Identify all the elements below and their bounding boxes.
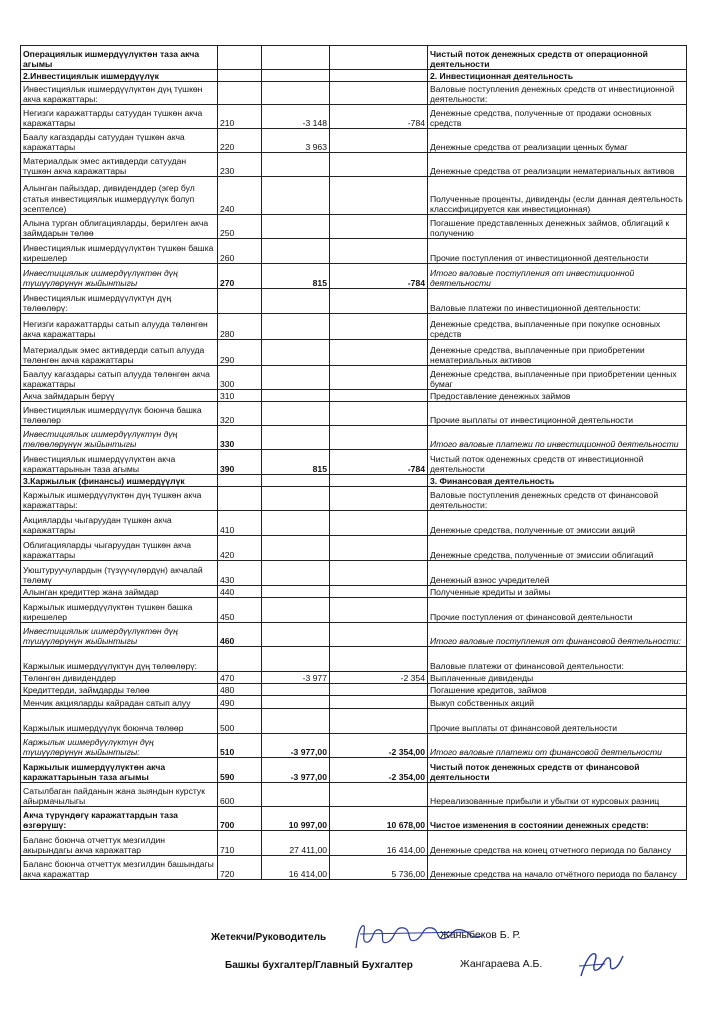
row-label-kg: Инвестициялык ишмердүүлүктүн дүң төлөөлөрү: [21, 289, 218, 314]
row-label-ru: Денежные средства, полученные от эмиссии акций [428, 511, 687, 536]
value-previous [330, 783, 428, 807]
value-current [262, 46, 330, 70]
value-previous [330, 289, 428, 314]
value-current [262, 598, 330, 623]
row-label-ru: Чистый поток денежных средств от финансовой деятельности [428, 758, 687, 783]
value-current: 3 963 [262, 129, 330, 153]
row-label-kg: Акча займдарын берүү [21, 390, 218, 402]
value-previous [330, 586, 428, 598]
row-label-ru: Чистое изменения в состоянии денежных средств: [428, 807, 687, 831]
table-row [21, 153, 687, 177]
value-current [262, 390, 330, 402]
value-current [262, 289, 330, 314]
row-code: 490 [218, 696, 262, 709]
signature-block [0, 920, 724, 1000]
row-code: 240 [218, 177, 262, 215]
table-row [21, 46, 687, 70]
row-label-ru: Валовые платежи по инвестиционной деятельности: [428, 289, 687, 314]
value-current [262, 623, 330, 647]
director-name: Жаныбеков Б. Р. [440, 929, 521, 941]
table-row [21, 487, 687, 511]
table-row [21, 598, 687, 623]
row-label-kg: Инвестициялык ишмердүүлүктөн дүң түшүүлөрүнүн жыйынтыгы [21, 623, 218, 647]
row-label-kg: Инвестициялык ишмердүүлүктөн дүң түшүүлөрүнүн жыйынтыгы [21, 264, 218, 289]
cash-flow-table [20, 45, 687, 880]
table-row [21, 696, 687, 709]
value-previous [330, 82, 428, 105]
row-label-kg: Акцияларды чыгаруудан түшкөн акча каражаттары [21, 511, 218, 536]
value-previous [330, 511, 428, 536]
value-current [262, 487, 330, 511]
row-code: 330 [218, 426, 262, 450]
table-row [21, 70, 687, 82]
table-body [21, 46, 687, 880]
row-label-kg: Сатылбаган пайданын жана зыяндын курстук айырмачылыгы [21, 783, 218, 807]
row-code: 220 [218, 129, 262, 153]
value-previous [330, 487, 428, 511]
row-label-ru: Прочие поступления от инвестиционной деятельности [428, 239, 687, 264]
row-label-kg: Материалдык эмес активдерди сатуудан түшкөн акча каражаттары [21, 153, 218, 177]
row-label-ru: Чистый поток оденежных средств от инвестиционной деятельности [428, 450, 687, 475]
row-label-ru: Итого валовые поступления от финансовой деятельности: [428, 623, 687, 647]
value-previous: -2 354,00 [330, 758, 428, 783]
row-code [218, 70, 262, 82]
value-previous: -784 [330, 264, 428, 289]
value-current: -3 148 [262, 105, 330, 129]
value-previous [330, 46, 428, 70]
value-previous: -784 [330, 105, 428, 129]
accountant-name: Жангараева А.Б. [460, 958, 543, 970]
value-current [262, 70, 330, 82]
value-current: 10 997,00 [262, 807, 330, 831]
row-label-kg: Каржылык ишмердүүлүктөн түшкөн башка кирешелер [21, 598, 218, 623]
table-row [21, 129, 687, 153]
table-row [21, 807, 687, 831]
row-code [218, 82, 262, 105]
value-current [262, 82, 330, 105]
row-label-kg: Облигацияларды чыгаруудан түшкөн акча каражаттары [21, 536, 218, 561]
row-label-ru: Погашение представленных денежных займов, облигаций к получению [428, 215, 687, 239]
row-code: 600 [218, 783, 262, 807]
row-label-ru: Итого валовые платежи от финансовой деятельности [428, 734, 687, 758]
row-label-ru: Чистый поток денежных средств от операционной деятельности [428, 46, 687, 70]
value-previous [330, 129, 428, 153]
value-current [262, 709, 330, 734]
table-row [21, 402, 687, 426]
table-row [21, 366, 687, 390]
row-label-kg: Акча түрүндөгү каражаттардын таза өзгөрүшү: [21, 807, 218, 831]
value-previous [330, 340, 428, 366]
row-code: 410 [218, 511, 262, 536]
row-code: 270 [218, 264, 262, 289]
value-current: -3 977,00 [262, 734, 330, 758]
director-label: Жетекчи/Руководитель [211, 932, 327, 943]
row-code: 430 [218, 561, 262, 586]
table-row [21, 264, 687, 289]
row-label-kg: 3.Каржылык (финансы) ишмердүүлүк [21, 475, 218, 487]
row-code: 440 [218, 586, 262, 598]
row-label-ru: Прочие выплаты от финансовой деятельности [428, 709, 687, 734]
value-current: 815 [262, 450, 330, 475]
accountant-signature-icon [575, 942, 627, 982]
row-label-kg: Төлөнгөн дивиденддер [21, 672, 218, 684]
row-code: 320 [218, 402, 262, 426]
row-label-ru: Полученные кредиты и займы [428, 586, 687, 598]
row-label-ru: Денежные средства, выплаченные при приобретении нематериальных активов [428, 340, 687, 366]
value-current [262, 177, 330, 215]
row-label-kg: Алынган пайыздар, дивиденддер (эгер бул статья инвестициялык ишмердүүлүк болуп эсептелсе) [21, 177, 218, 215]
value-current [262, 536, 330, 561]
row-label-ru: Денежные средства от реализации нематериальных активов [428, 153, 687, 177]
row-code: 710 [218, 831, 262, 856]
table-row [21, 623, 687, 647]
value-previous: -784 [330, 450, 428, 475]
table-row [21, 561, 687, 586]
row-label-kg: Материалдык эмес активдерди сатып алууда төлөнгөн акча каражаттары [21, 340, 218, 366]
value-previous [330, 366, 428, 390]
row-code: 470 [218, 672, 262, 684]
table-row [21, 289, 687, 314]
value-current [262, 366, 330, 390]
row-label-kg: Кредиттерди, займдарды төлөө [21, 684, 218, 696]
table-row [21, 340, 687, 366]
value-previous: -2 354,00 [330, 734, 428, 758]
row-label-kg: 2.Инвестициялык ишмердүүлүк [21, 70, 218, 82]
row-label-kg: Каржылык ишмердүүлүктөн акча каражаттарынын таза агымы [21, 758, 218, 783]
row-label-ru: Итого валовые платежи по инвестиционной деятельности [428, 426, 687, 450]
row-label-ru: Денежный взнос учредителей [428, 561, 687, 586]
row-code: 450 [218, 598, 262, 623]
value-current: 16 414,00 [262, 856, 330, 880]
value-previous [330, 561, 428, 586]
cash-flow-statement [20, 45, 686, 880]
row-label-kg: Алына турган облигацияларды, берилген акча займдарын төлөө [21, 215, 218, 239]
table-row [21, 672, 687, 684]
row-label-kg: Алынган кредиттер жана займдар [21, 586, 218, 598]
row-code: 250 [218, 215, 262, 239]
row-code [218, 647, 262, 672]
value-previous [330, 314, 428, 340]
row-label-ru: 3. Финансовая деятельность [428, 475, 687, 487]
value-current [262, 647, 330, 672]
row-code: 700 [218, 807, 262, 831]
row-label-kg: Каржылык ишмердүүлүктөн дүң түшкөн акча каражаттары: [21, 487, 218, 511]
row-label-kg: Инвестициялык ишмердүүлүк боюнча башка төлөөлөр [21, 402, 218, 426]
value-current [262, 340, 330, 366]
row-code: 280 [218, 314, 262, 340]
table-row [21, 684, 687, 696]
row-label-ru: Нереализованные прибыли и убытки от курсовых разниц [428, 783, 687, 807]
row-code [218, 487, 262, 511]
row-label-ru: Итого валовые поступления от инвестиционной деятельности [428, 264, 687, 289]
table-row [21, 511, 687, 536]
table-row [21, 536, 687, 561]
row-label-ru: Денежные средства, выплаченные при приобретении ценных бумаг [428, 366, 687, 390]
row-code: 460 [218, 623, 262, 647]
row-label-ru: Денежные средства на начало отчётного периода по балансу [428, 856, 687, 880]
row-label-kg: Баалуу кагаздары сатып алууда төлөнгөн акча каражаттары [21, 366, 218, 390]
row-code: 510 [218, 734, 262, 758]
table-row [21, 82, 687, 105]
row-label-ru: Валовые поступления денежных средств от инвестиционной деятельности: [428, 82, 687, 105]
row-label-ru: Выкуп собственных акций [428, 696, 687, 709]
value-previous [330, 402, 428, 426]
value-previous [330, 239, 428, 264]
row-code: 480 [218, 684, 262, 696]
row-label-kg: Менчик акцияларды кайрадан сатып алуу [21, 696, 218, 709]
row-code: 590 [218, 758, 262, 783]
row-code: 720 [218, 856, 262, 880]
row-label-ru: Валовые платежи от финансовой деятельности: [428, 647, 687, 672]
row-code: 210 [218, 105, 262, 129]
row-label-kg: Инвестициялык ишмердүүлүктөн дүң түшкөн акча каражаттары: [21, 82, 218, 105]
row-label-kg: Инвестициялык ишмердүүлүктүн дүң төлөөлөрүнүн жыйынтыгы [21, 426, 218, 450]
row-label-kg: Инвестициялык ишмердүүлүктөн түшкөн башка кирешелер [21, 239, 218, 264]
value-current [262, 783, 330, 807]
value-previous [330, 696, 428, 709]
value-previous: 5 736,00 [330, 856, 428, 880]
row-label-ru: Полученные проценты, дивиденды (если данная деятельность классифицируется как инвестиционная) [428, 177, 687, 215]
value-current: -3 977 [262, 672, 330, 684]
row-code [218, 46, 262, 70]
row-label-kg: Инвестициялык ишмердүүлүктөн акча каражаттарынын таза агымы [21, 450, 218, 475]
value-previous [330, 709, 428, 734]
row-code: 420 [218, 536, 262, 561]
table-row [21, 734, 687, 758]
value-previous [330, 153, 428, 177]
table-row [21, 314, 687, 340]
table-row [21, 586, 687, 598]
table-row [21, 758, 687, 783]
row-code [218, 475, 262, 487]
row-code: 290 [218, 340, 262, 366]
row-label-ru: Прочие выплаты от инвестиционной деятельности [428, 402, 687, 426]
value-current [262, 426, 330, 450]
table-row [21, 105, 687, 129]
row-label-ru: Погашение кредитов, займов [428, 684, 687, 696]
value-current [262, 153, 330, 177]
value-current [262, 684, 330, 696]
row-label-kg: Негизги каражаттарды сатып алууда төлөнгөн акча каражаттары [21, 314, 218, 340]
value-current [262, 696, 330, 709]
row-code: 500 [218, 709, 262, 734]
value-current: 815 [262, 264, 330, 289]
row-label-ru: Выплаченные дивиденды [428, 672, 687, 684]
value-current [262, 586, 330, 598]
value-previous [330, 177, 428, 215]
value-previous [330, 70, 428, 82]
table-row [21, 856, 687, 880]
value-previous: -2 354 [330, 672, 428, 684]
table-row [21, 647, 687, 672]
table-row [21, 426, 687, 450]
row-code: 260 [218, 239, 262, 264]
row-code: 230 [218, 153, 262, 177]
value-previous: 16 414,00 [330, 831, 428, 856]
row-label-ru: Предоставление денежных займов [428, 390, 687, 402]
row-label-kg: Баланс боюнча отчеттук мезгилдин башындагы акча каражаттар [21, 856, 218, 880]
row-label-ru: Валовые поступления денежных средств от финансовой деятельности: [428, 487, 687, 511]
value-previous [330, 390, 428, 402]
value-current: -3 977,00 [262, 758, 330, 783]
table-row [21, 783, 687, 807]
value-previous [330, 215, 428, 239]
value-previous [330, 536, 428, 561]
value-current [262, 314, 330, 340]
value-current [262, 475, 330, 487]
table-row [21, 475, 687, 487]
value-current [262, 511, 330, 536]
value-previous [330, 647, 428, 672]
table-row [21, 239, 687, 264]
value-previous [330, 598, 428, 623]
row-label-kg: Каржылык ишмердүүлүктүн дүң түшүүлөрүнүн жыйынтыгы: [21, 734, 218, 758]
table-row [21, 177, 687, 215]
row-code [218, 289, 262, 314]
value-current [262, 561, 330, 586]
value-previous [330, 684, 428, 696]
row-label-ru: Денежные средства, полученные от продажи основных средств [428, 105, 687, 129]
value-current [262, 402, 330, 426]
row-label-kg: Негизги каражаттарды сатуудан түшкөн акча каражаттары [21, 105, 218, 129]
row-label-kg: Каржылык ишмердүүлүк боюнча төлөөр [21, 709, 218, 734]
row-code: 300 [218, 366, 262, 390]
row-label-kg: Баланс боюнча отчеттук мезгилдин акырындагы акча каражаттар [21, 831, 218, 856]
row-label-ru: Денежные средства, полученные от эмиссии облигаций [428, 536, 687, 561]
table-row [21, 831, 687, 856]
value-previous [330, 426, 428, 450]
table-row [21, 215, 687, 239]
value-previous [330, 623, 428, 647]
value-previous [330, 475, 428, 487]
value-current [262, 239, 330, 264]
table-row [21, 709, 687, 734]
row-label-kg: Операциялык ишмердүүлүктөн таза акча агымы [21, 46, 218, 70]
row-label-kg: Баалу кагаздарды сатуудан түшкөн акча каражаттары [21, 129, 218, 153]
row-label-ru: Денежные средства от реализации ценных бумаг [428, 129, 687, 153]
row-code: 390 [218, 450, 262, 475]
accountant-label: Башкы бухгалтер/Главный Бухгалтер [225, 960, 413, 971]
value-current: 27 411,00 [262, 831, 330, 856]
row-code: 310 [218, 390, 262, 402]
row-label-kg: Уюштуруучулардын (түзүүчүлөрдүн) акчалай төлөмү [21, 561, 218, 586]
value-current [262, 215, 330, 239]
table-row [21, 390, 687, 402]
row-label-ru: Денежные средства, выплаченные при покупке основных средств [428, 314, 687, 340]
row-label-ru: Денежные средства на конец отчетного периода по балансу [428, 831, 687, 856]
row-label-ru: 2. Инвестиционная деятельность [428, 70, 687, 82]
value-previous: 10 678,00 [330, 807, 428, 831]
row-label-ru: Прочие поступления от финансовой деятельности [428, 598, 687, 623]
table-row [21, 450, 687, 475]
row-label-kg: Каржылык ишмердүүлүктүн дүң төлөөлөрү: [21, 647, 218, 672]
